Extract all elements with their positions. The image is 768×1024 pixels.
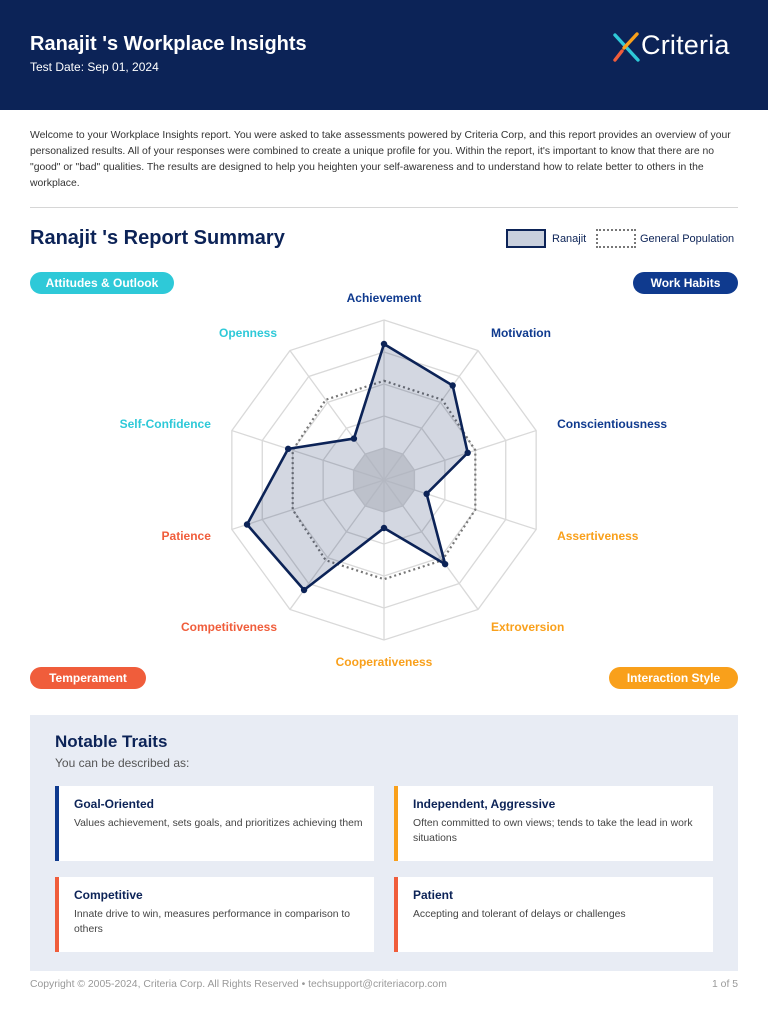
radar-point xyxy=(442,561,448,567)
radar-axis-label: Assertiveness xyxy=(557,529,639,544)
category-pill-interaction-style: Interaction Style xyxy=(609,667,738,689)
radar-chart xyxy=(0,290,768,670)
trait-description: Innate drive to win, measures performance in comparison to others xyxy=(74,909,351,935)
radar-axis-label: Patience xyxy=(161,529,211,544)
radar-axis-label: Extroversion xyxy=(490,620,565,635)
radar-axis-label: Achievement xyxy=(346,291,422,305)
radar-axis-label: Cooperativeness xyxy=(335,655,433,669)
radar-point xyxy=(381,341,387,347)
trait-name: Independent, Aggressive xyxy=(413,797,556,811)
radar-axis-label: Conscientiousness xyxy=(557,416,668,431)
report-title: Ranajit 's Workplace Insights xyxy=(30,33,307,55)
trait-description: Often committed to own views; tends to take the lead in work situations xyxy=(413,818,693,844)
report-header xyxy=(0,0,768,110)
notable-traits-panel xyxy=(30,715,738,971)
radar-axis-label: Openness xyxy=(218,325,278,340)
page-number: 1 of 5 xyxy=(712,979,738,990)
radar-point xyxy=(244,521,250,527)
trait-name: Goal-Oriented xyxy=(74,797,155,811)
legend-label-user: Ranajit xyxy=(552,233,587,245)
trait-card xyxy=(55,877,374,952)
trait-name: Patient xyxy=(413,888,454,902)
legend-label-population: General Population xyxy=(640,233,735,245)
criteria-x-icon xyxy=(612,30,642,66)
category-pill-work-habits: Work Habits xyxy=(633,272,738,294)
criteria-logo xyxy=(612,28,742,68)
legend-swatch-user xyxy=(506,229,546,248)
trait-description: Accepting and tolerant of delays or challenges xyxy=(413,909,626,920)
section-divider xyxy=(30,207,738,208)
radar-point xyxy=(381,525,387,531)
radar-point xyxy=(301,587,307,593)
radar-point xyxy=(464,450,470,456)
radar-axis-label: Competitiveness xyxy=(180,620,278,635)
trait-card xyxy=(394,877,713,952)
radar-axis-label: Self-Confidence xyxy=(119,416,211,431)
legend-swatch-population xyxy=(596,229,636,248)
radar-point xyxy=(351,435,357,441)
test-date: Test Date: Sep 01, 2024 xyxy=(30,60,159,74)
trait-card xyxy=(394,786,713,861)
category-pill-attitudes: Attitudes & Outlook xyxy=(30,272,174,294)
traits-subtitle: You can be described as: xyxy=(55,756,190,770)
trait-card xyxy=(55,786,374,861)
summary-title: Ranajit 's Report Summary xyxy=(30,227,285,249)
radar-point xyxy=(423,491,429,497)
radar-axis-label: Motivation xyxy=(490,325,551,340)
trait-description: Values achievement, sets goals, and prioritizes achieving them xyxy=(74,818,363,829)
copyright-footer: Copyright © 2005-2024, Criteria Corp. All Rights Reserved • techsupport@criteriacorp.com xyxy=(30,979,447,990)
traits-title: Notable Traits xyxy=(55,732,168,751)
category-pill-temperament: Temperament xyxy=(30,667,146,689)
trait-name: Competitive xyxy=(74,888,143,902)
logo-text: Criteria xyxy=(641,30,730,60)
intro-text: Welcome to your Workplace Insights report. You were asked to take assessments powered by Criteria Corp, and this report provides an overview of your personalized results. All of your responses were combined to create a unique profile for you. Within the report, it's important to know that there are no "good" or "bad" qualities. The results are designed to help you heighten your self-awareness and to understand how to relate better to others in the workplace. xyxy=(30,130,731,189)
radar-point xyxy=(449,382,455,388)
radar-point xyxy=(285,446,291,452)
